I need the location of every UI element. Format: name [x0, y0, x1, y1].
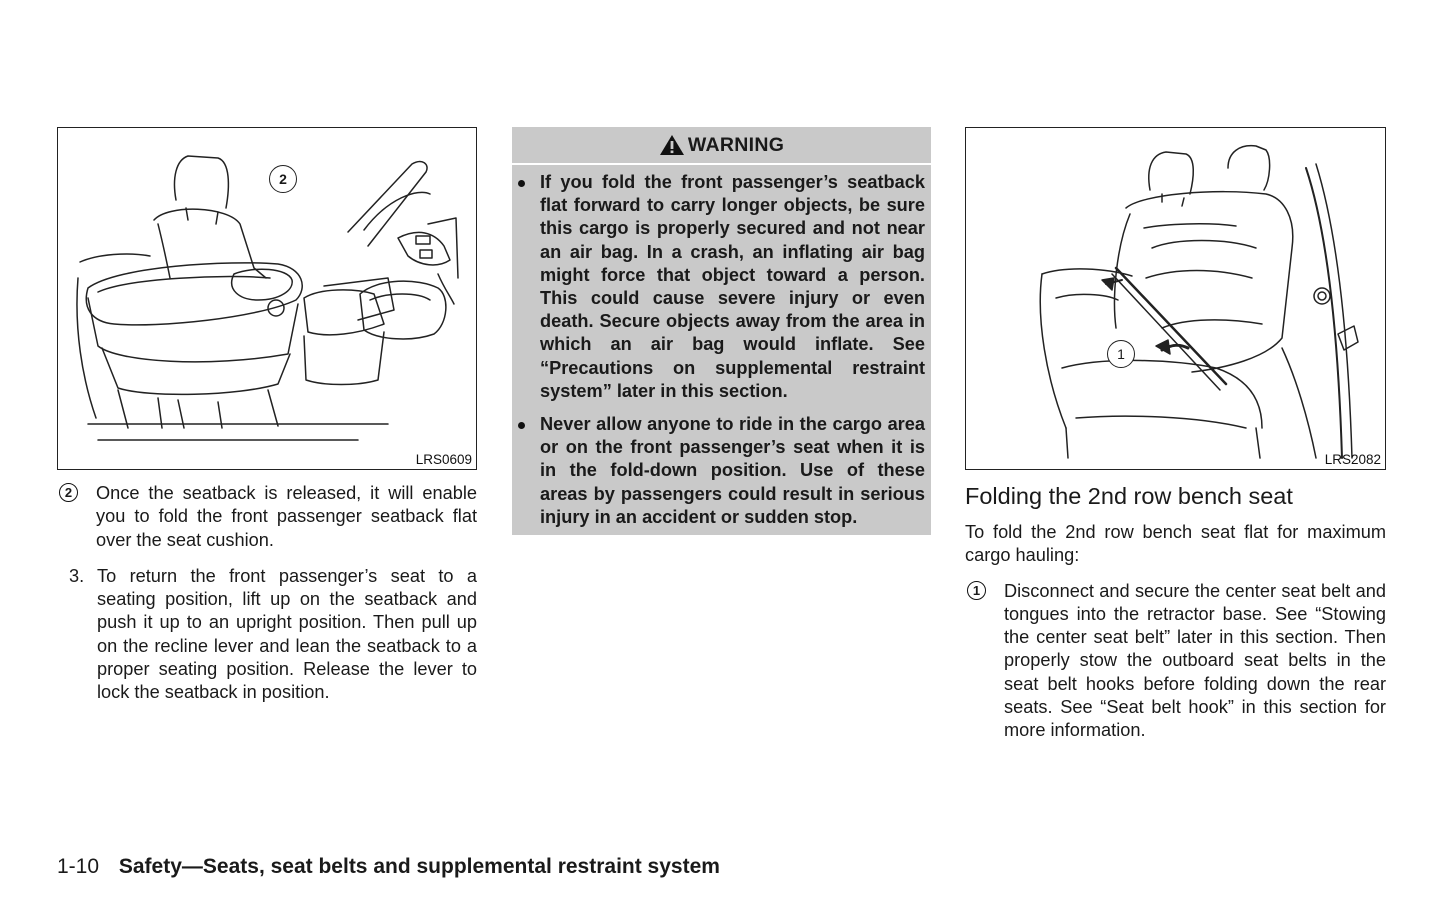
figure-callout-1 — [1107, 340, 1135, 368]
figure-code-lrs2082: LRS2082 — [1324, 452, 1381, 467]
warning-item-1-text: If you fold the front passenger’s seatback flat forward to carry longer objects, be sure this cargo is properly secured and not near an air bag. In a crash, an inflating air bag might force that object toward a person. This could cause severe injury or even death. Secure objects away from the area in which an air bag would inflate. See “Precautions on supplemental restraint system” later in this section. — [540, 172, 925, 401]
figure-code-lrs0609: LRS0609 — [415, 452, 472, 467]
warning-triangle-icon — [659, 134, 685, 156]
page-footer — [57, 855, 720, 879]
warning-header — [512, 127, 931, 165]
bullet-icon — [518, 422, 525, 429]
seat-folded-illustration — [58, 128, 475, 468]
chapter-title: Safety—Seats, seat belts and supplemental restraint system — [118, 855, 720, 878]
warning-item-2 — [512, 413, 931, 529]
rear-bench-illustration — [966, 128, 1384, 468]
figure-callout-1-text: 1 — [1117, 346, 1125, 362]
left-column — [57, 127, 477, 705]
step-3-text: To return the front passenger’s seat to a seating position, lift up on the seatback and push it up to an upright position. Then pull up on the recline lever and lean the seatback to a proper seating position. Release the lever to lock the seatback in position. — [97, 565, 477, 703]
step-1-marker: 1 — [967, 581, 986, 600]
bullet-icon — [518, 180, 525, 187]
right-column — [965, 127, 1386, 743]
step-2-text: Once the seatback is released, it will enable you to fold the front passenger seatback flat over the seat cushion. — [96, 483, 477, 550]
step-3-marker: 3. — [69, 565, 85, 586]
warning-column — [512, 127, 931, 535]
warning-title: WARNING — [687, 133, 785, 156]
figure-rear-bench — [965, 127, 1386, 470]
figure-seatback-folded — [57, 127, 477, 470]
page-number: 1-10 — [57, 855, 100, 878]
figure-callout-2 — [269, 165, 297, 193]
step-2 — [57, 482, 477, 552]
warning-item-2-text: Never allow anyone to ride in the cargo area or on the front passenger’s seat when it is in the fold-down position. Use of these areas by passengers could result in serious injury in an accident or sudden stop. — [540, 414, 925, 527]
step-1 — [965, 580, 1386, 743]
warning-item-1 — [512, 171, 931, 403]
section-title: Folding the 2nd row bench seat — [965, 483, 1293, 509]
step-2-marker: 2 — [59, 483, 78, 502]
step-1-text: Disconnect and secure the center seat belt and tongues into the retractor base. See “Stowing the center seat belt” later in this section. Then properly stow the outboard seat belts in the seat belt hooks before folding down the rear seats. See “Seat belt hook” in this section for more information. — [1004, 580, 1386, 741]
figure-callout-2-text: 2 — [279, 171, 287, 187]
warning-box — [512, 127, 931, 535]
section-intro: To fold the 2nd row bench seat flat for maximum cargo hauling: — [965, 522, 1386, 566]
step-3 — [57, 565, 477, 705]
